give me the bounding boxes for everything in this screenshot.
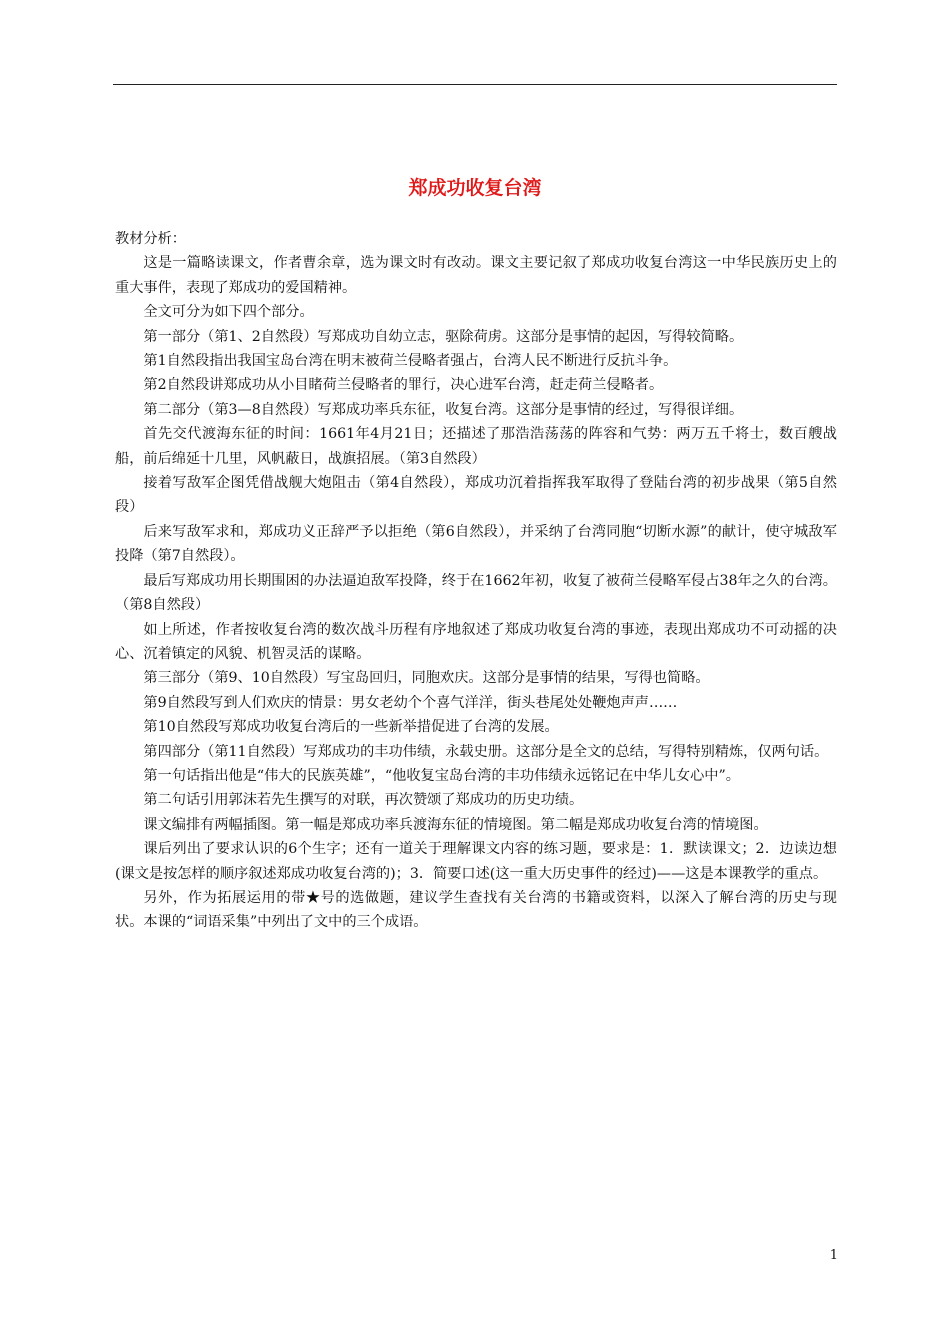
paragraph: 如上所述，作者按收复台湾的数次战斗历程有序地叙述了郑成功收复台湾的事迹，表现出郑成功不可动摇的决心、沉着镇定的风貌、机智灵活的谋略。 [115,621,837,662]
paragraph: 第一部分（第1、2自然段）写郑成功自幼立志，驱除荷虏。这部分是事情的起因，写得较简略。 [143,328,744,345]
paragraph: 课文编排有两幅插图。第一幅是郑成功率兵渡海东征的情境图。第二幅是郑成功收复台湾的情境图。 [143,816,768,833]
paragraph: 第1自然段指出我国宝岛台湾在明末被荷兰侵略者强占，台湾人民不断进行反抗斗争。 [143,353,678,370]
paragraph: 第二部分（第3—8自然段）写郑成功率兵东征，收复台湾。这部分是事情的经过，写得很详细。 [143,401,744,418]
paragraph: 第一句话指出他是“伟大的民族英雄”，“他收复宝岛台湾的丰功伟绩永远铭记在中华儿女心中”。 [143,767,740,784]
paragraph: 后来写敌军求和，郑成功义正辞严予以拒绝（第6自然段），并采纳了台湾同胞“切断水源”的献计，使守城敌军投降（第7自然段）。 [115,523,837,565]
page-number: 1 [829,1248,838,1263]
paragraph: 首先交代渡海东征的时间：1661年4月21日；还描述了那浩浩荡荡的阵容和气势：两万五千将士，数百艘战船，前后绵延十几里，风帆蔽日，战旗招展。（第3自然段） [115,426,837,467]
paragraph: 这是一篇略读课文，作者曹余章，选为课文时有改动。课文主要记叙了郑成功收复台湾这一中华民族历史上的重大事件，表现了郑成功的爱国精神。 [115,255,837,296]
paragraph: 另外，作为拓展运用的带★号的选做题，建议学生查找有关台湾的书籍或资料，以深入了解台湾的历史与现状。本课的“词语采集”中列出了文中的三个成语。 [115,889,837,931]
paragraph: 最后写郑成功用长期围困的办法逼迫敌军投降，终于在1662年初，收复了被荷兰侵略军侵占38年之久的台湾。（第8自然段） [115,572,837,614]
paragraph: 第9自然段写到人们欢庆的情景：男女老幼个个喜气洋洋，街头巷尾处处鞭炮声声…… [143,694,678,711]
paragraph: 第三部分（第9、10自然段）写宝岛回归，同胞欢庆。这部分是事情的结果，写得也简略。 [143,670,710,687]
paragraph: 第10自然段写郑成功收复台湾后的一些新举措促进了台湾的发展。 [143,719,559,736]
paragraph: 接着写敌军企图凭借战舰大炮阻击（第4自然段），郑成功沉着指挥我军取得了登陆台湾的初步战果（第5自然段） [115,475,837,516]
header-rule [113,84,837,85]
paragraph: 课后列出了要求认识的6个生字；还有一道关于理解课文内容的练习题，要求是：1．默读课文；2．边读边想(课文是按怎样的顺序叙述郑成功收复台湾的)；3．简要口述(这一重大历史事件的经过)——这是本课教学的重点。 [115,841,837,882]
document-body [115,227,837,935]
section-label: 教材分析： [115,231,186,247]
paragraph: 第二句话引用郭沫若先生撰写的对联，再次赞颂了郑成功的历史功绩。 [143,792,584,809]
paragraph: 第四部分（第11自然段）写郑成功的丰功伟绩，永载史册。这部分是全文的总结，写得特别精炼，仅两句话。 [143,743,829,760]
paragraph: 第2自然段讲郑成功从小目睹荷兰侵略者的罪行，决心进军台湾，赶走荷兰侵略者。 [143,377,664,394]
document-title: 郑成功收复台湾 [408,177,542,199]
paragraph: 全文可分为如下四个部分。 [143,304,314,321]
